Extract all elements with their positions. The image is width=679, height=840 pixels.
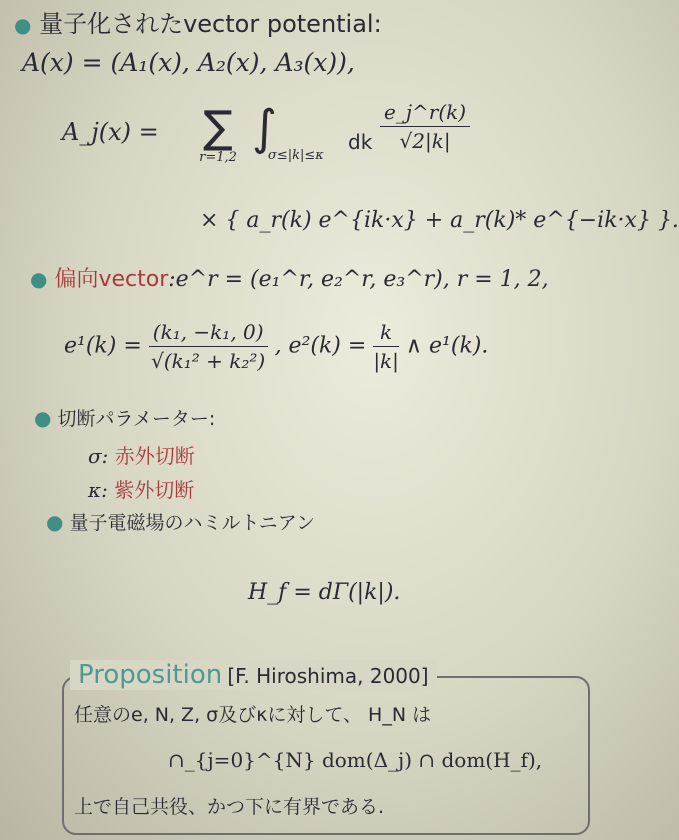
integral-symbol: ∫	[252, 100, 278, 156]
equation-second-line: × { a_r(k) e^{ik·x} + a_r(k)* e^{−ik·x} }.	[200, 208, 679, 233]
sigma-symbol: σ:	[88, 444, 109, 468]
Aj-fraction	[380, 100, 470, 153]
fraction-denominator: √2|k|	[399, 129, 451, 153]
proposition-citation: [F. Hiroshima, 2000]	[227, 664, 429, 688]
integral-subscript: σ≤|k|≤κ	[268, 148, 324, 163]
bullet-icon: ●	[14, 13, 32, 37]
e2-denominator: |k|	[373, 349, 399, 373]
e1-lhs: e¹(k) =	[64, 333, 142, 359]
e1-numerator: (k₁, −k₁, 0)	[149, 320, 268, 347]
proposition-line-2: ∩_{j=0}^{N} dom(Δ_j) ∩ dom(H_f),	[168, 748, 543, 772]
bullet-icon: ●	[46, 510, 64, 534]
sigma-text: 赤外切断	[114, 444, 195, 468]
e2-rhs: ∧ e¹(k).	[405, 333, 489, 359]
section-vector-potential	[14, 4, 382, 39]
cutoff-kappa	[88, 474, 194, 503]
equation-Aj-lhs: A_j(x) =	[62, 118, 159, 146]
fraction-numerator: e_j^r(k)	[380, 100, 470, 127]
section-hamiltonian	[46, 508, 315, 535]
e2-lhs: , e²(k) =	[274, 333, 367, 359]
sum-symbol: ∑ r=1,2	[188, 106, 248, 165]
heading-cutoff: 切断パラメーター:	[57, 408, 216, 430]
section-polarization	[30, 262, 549, 293]
heading-hamiltonian: 量子電磁場のハミルトニアン	[69, 512, 315, 534]
bullet-icon: ●	[30, 267, 48, 291]
polarization-def: :e^r = (e₁^r, e₂^r, e₃^r), r = 1, 2,	[168, 267, 549, 292]
kappa-text: 紫外切断	[114, 478, 195, 502]
proposition-header	[70, 660, 437, 690]
equation-e-vectors	[64, 320, 488, 373]
bullet-icon: ●	[34, 406, 52, 430]
equation-Hf: H_f = dΓ(|k|).	[248, 580, 401, 605]
sum-subscript: r=1,2	[199, 150, 237, 165]
proposition-title: Proposition	[78, 660, 223, 690]
kappa-symbol: κ:	[88, 478, 108, 502]
heading-vector-potential: 量子化されたvector potential:	[39, 10, 382, 38]
dk-text: dk	[348, 130, 373, 154]
cutoff-sigma	[88, 440, 195, 469]
proposition-line-3: 上で自己共役、かつ下に有界である.	[74, 796, 385, 818]
heading-polarization: 偏向vector	[54, 267, 169, 292]
e1-denominator: √(k₁² + k₂²)	[151, 349, 266, 373]
e2-numerator: k	[373, 320, 399, 347]
equation-A-def: A(x) = (A₁(x), A₂(x), A₃(x)),	[22, 48, 355, 77]
section-cutoff	[34, 404, 215, 431]
proposition-line-1: 任意のe, N, Z, σ及びκに対して、 H_N は	[74, 704, 432, 726]
